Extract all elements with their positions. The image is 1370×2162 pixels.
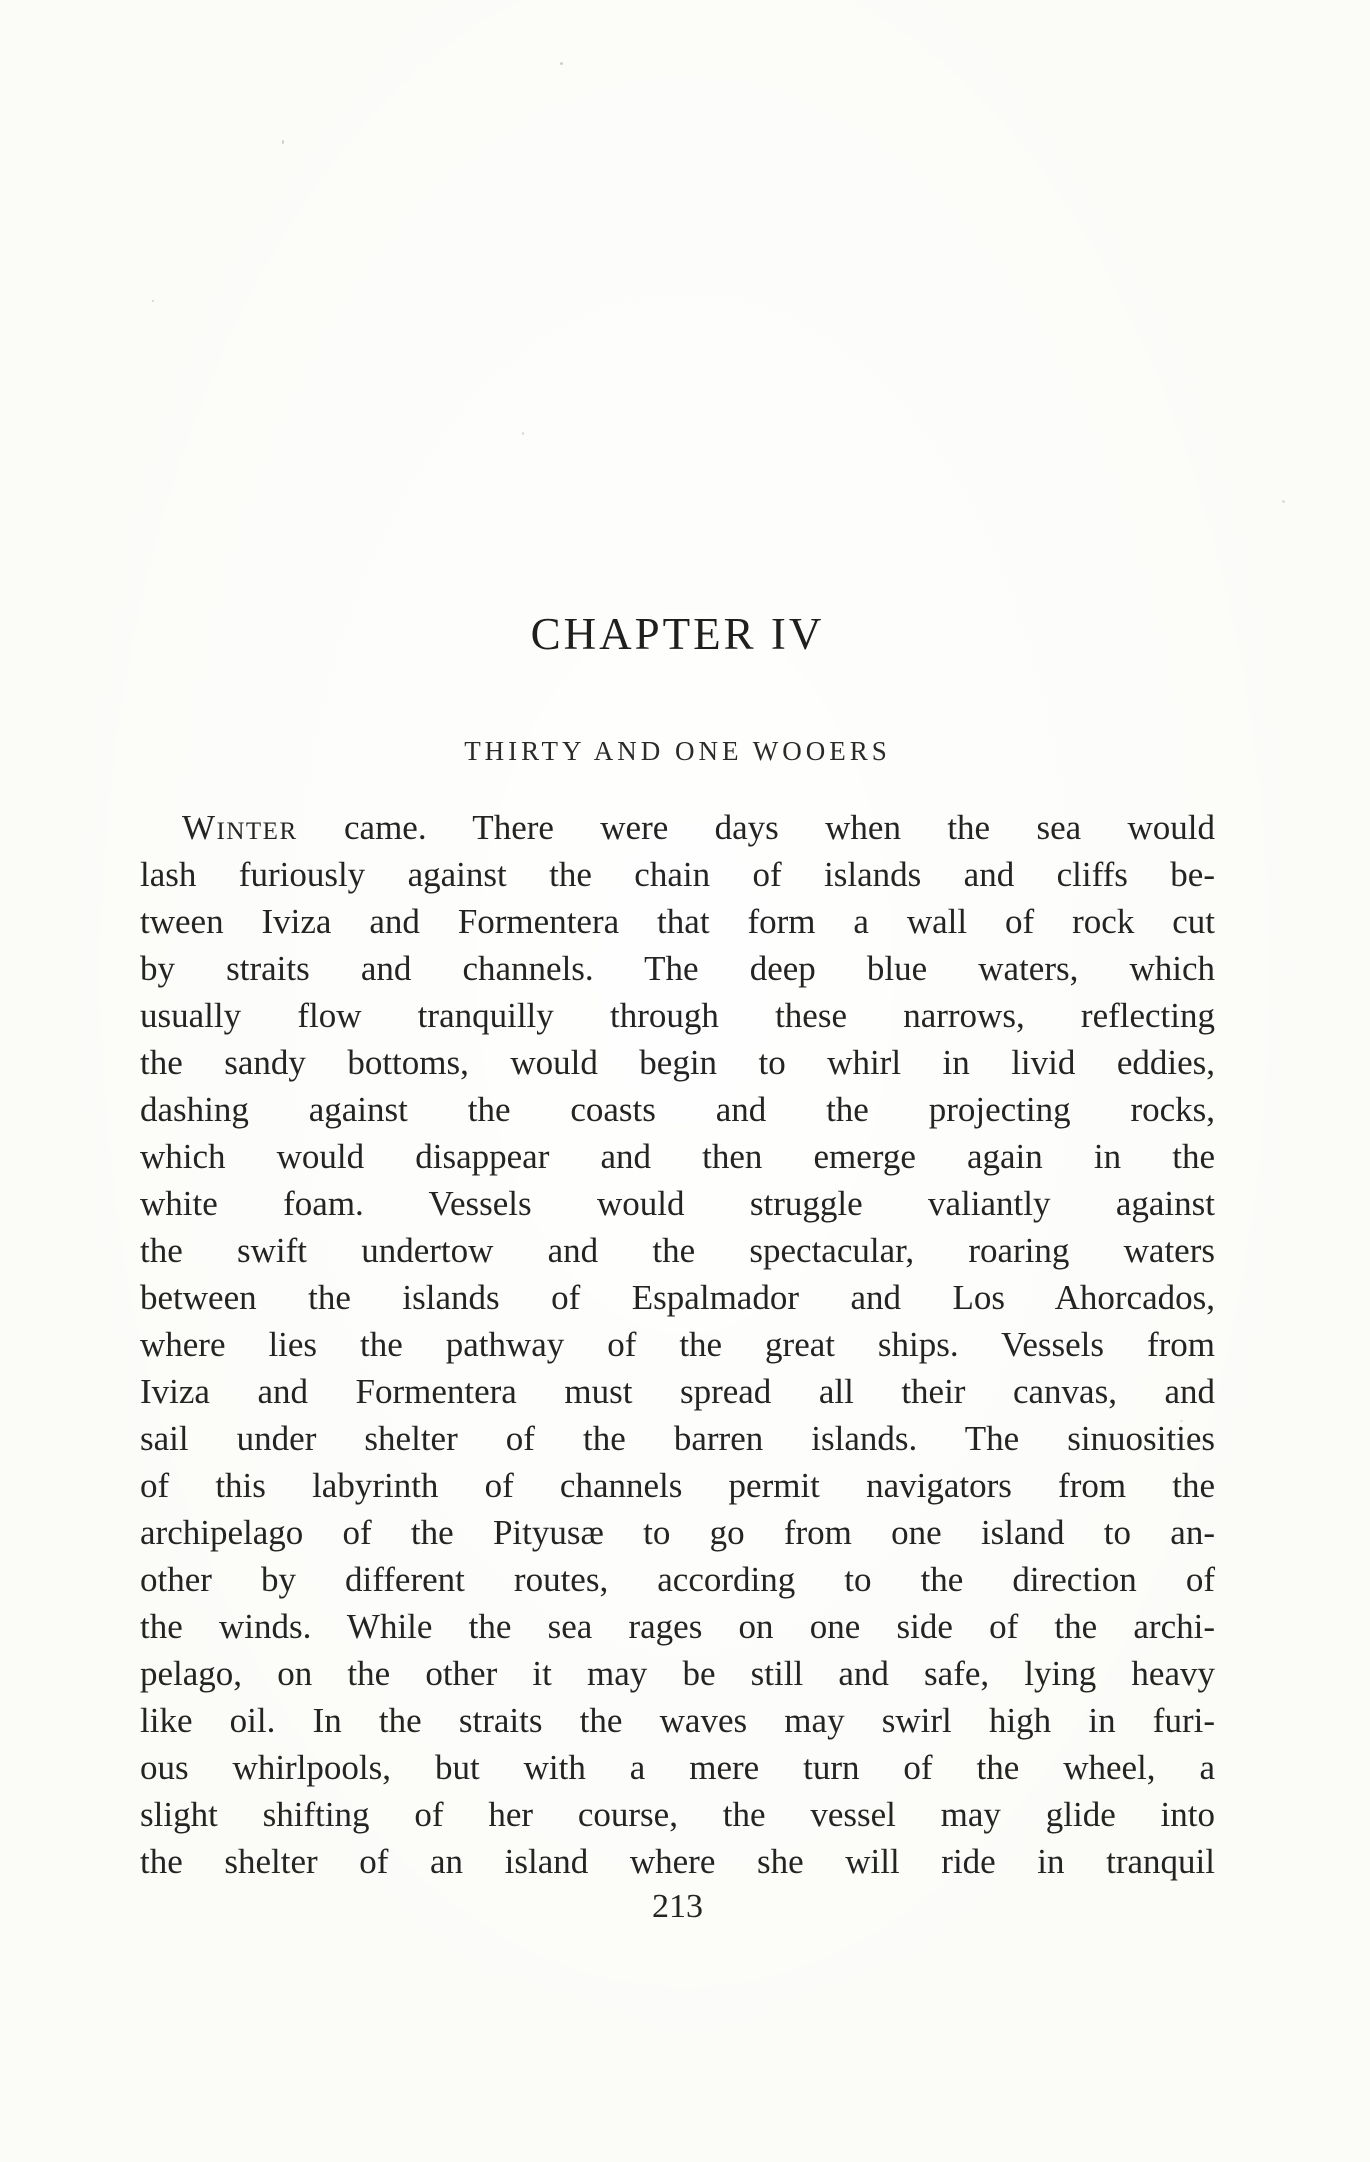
paragraph-line: dashing against the coasts and the projecting rocks, [140,1090,1215,1129]
paragraph-line: Iviza and Formentera must spread all their canvas, and [140,1372,1215,1411]
paragraph-line: the swift undertow and the spectacular, roaring waters [140,1231,1215,1270]
paragraph-line: ous whirlpools, but with a mere turn of the wheel, a [140,1748,1215,1787]
paragraph-line: the shelter of an island where she will ride in tranquil [140,1842,1215,1881]
paragraph-line: which would disappear and then emerge again in the [140,1137,1215,1176]
paragraph-line: archipelago of the Pityusæ to go from one island to an- [140,1513,1215,1552]
paragraph-line: like oil. In the straits the waves may swirl high in furi- [140,1701,1215,1740]
paragraph-line: of this labyrinth of channels permit navigators from the [140,1466,1215,1505]
body-text [140,804,1215,1885]
scan-speck [1282,500,1285,503]
text-block [140,0,1215,2162]
paragraph-line [140,804,1215,851]
paragraph-line: by straits and channels. The deep blue waters, which [140,949,1215,988]
paragraph-line: other by different routes, according to the direction of [140,1560,1215,1599]
paragraph-line: white foam. Vessels would struggle valiantly against [140,1184,1215,1223]
page-number: 213 [652,1888,703,1925]
chapter-title: CHAPTER IV [530,609,825,659]
paragraph-line: usually flow tranquilly through these narrows, reflecting [140,996,1215,1035]
line-text: came. There were days when the sea would [297,808,1215,847]
paragraph-line: tween Iviza and Formentera that form a wall of rock cut [140,902,1215,941]
paragraph-line: sail under shelter of the barren islands. The sinuosities [140,1419,1215,1458]
paragraph-line: pelago, on the other it may be still and safe, lying heavy [140,1654,1215,1693]
paragraph-line: where lies the pathway of the great ships. Vessels from [140,1325,1215,1364]
paragraph-line: slight shifting of her course, the vessel may glide into [140,1795,1215,1834]
paragraph-line: the winds. While the sea rages on one side of the archi- [140,1607,1215,1646]
lead-word: Winter [182,808,298,847]
chapter-subtitle: THIRTY AND ONE WOOERS [464,736,891,766]
paragraph-line: between the islands of Espalmador and Los Ahorcados, [140,1278,1215,1317]
paragraph-line: lash furiously against the chain of islands and cliffs be- [140,855,1215,894]
paragraph-line: the sandy bottoms, would begin to whirl in livid eddies, [140,1043,1215,1082]
